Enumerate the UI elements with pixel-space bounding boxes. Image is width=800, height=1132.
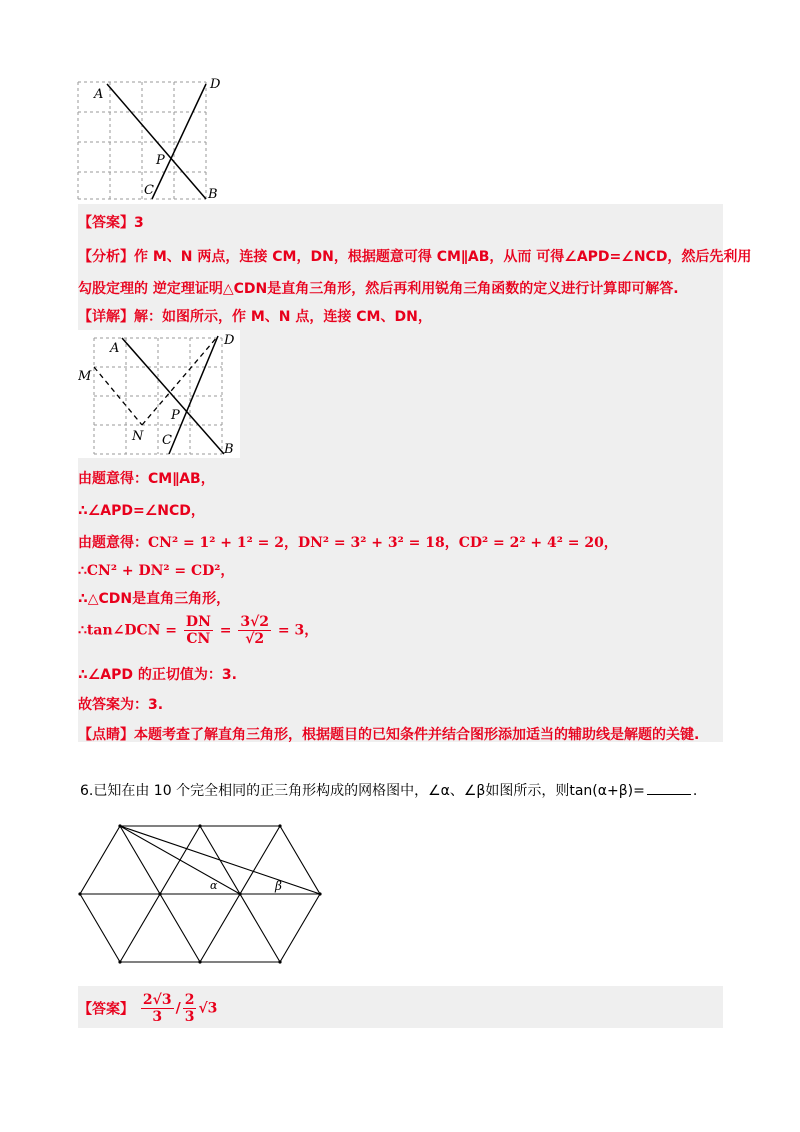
label-a-2: A: [110, 341, 120, 356]
detail-text: 解：如图所示，作 M、N 点，连接 CM、DN，: [134, 309, 432, 325]
line-cd: [152, 84, 206, 199]
label-p-2: P: [171, 408, 180, 423]
answer-6: [78, 992, 217, 1025]
detail-tag: 【详解】: [78, 309, 134, 325]
figure-grid-2: [78, 330, 240, 458]
label-m: M: [78, 369, 92, 384]
label-d-2: D: [224, 333, 235, 348]
answer-6-num-2: 2: [184, 992, 195, 1008]
analysis-line-2: [78, 278, 679, 298]
comment-tag: 【点睛】: [78, 727, 134, 743]
fraction-dn-cn: [184, 614, 213, 647]
answer-6-tag: 【答案】: [78, 1001, 134, 1018]
answer-6-den-1: 3: [152, 1009, 163, 1025]
step-4: [78, 560, 234, 580]
step-2: ∴∠APD=∠NCD，: [78, 503, 205, 519]
step-6-suffix: = 3，: [277, 622, 319, 639]
label-c: C: [144, 183, 154, 198]
answer-1: [78, 212, 144, 232]
label-b-2: B: [224, 442, 234, 457]
figure-triangle-grid: [70, 818, 332, 970]
analysis-tag: 【分析】: [78, 249, 134, 265]
fraction-value: [238, 614, 271, 647]
label-a: A: [94, 87, 104, 102]
step-3-prefix: 由题意得：: [78, 535, 148, 551]
step-6: ∴tan∠DCN = $\frac{DN}{CN}$ = $\frac{3√2}{√2}$ = 3，: [78, 614, 319, 647]
fraction-2-numerator: 3√2: [240, 614, 270, 630]
label-alpha: α: [210, 879, 218, 892]
question-6: [80, 780, 697, 800]
answer-6-separator: /: [175, 1000, 181, 1017]
step-5: ∴△CDN是直角三角形，: [78, 591, 231, 607]
step-3: [78, 532, 618, 552]
question-6-text: 6.已知在由 10 个完全相同的正三角形构成的网格图中，∠α、∠β如图所示，则tan(α+β)=: [80, 783, 645, 799]
step-4-math: ∴CN² + DN² = CD²，: [78, 563, 235, 579]
fraction-1-denominator: CN: [186, 631, 211, 647]
step-6-prefix: ∴tan∠DCN =: [78, 622, 178, 639]
answer-6-fraction-2: [183, 992, 197, 1025]
step-1: 由题意得：CM∥AB，: [78, 471, 215, 487]
label-n: N: [132, 429, 144, 444]
answer-tag: 【答案】: [78, 215, 134, 231]
analysis-line-1: [78, 246, 751, 266]
label-b: B: [208, 187, 218, 202]
question-6-end: .: [692, 783, 698, 799]
answer-6-den-2: 3: [184, 1009, 195, 1025]
detail-line: [78, 306, 432, 326]
label-c-2: C: [162, 433, 172, 448]
step-3-math: CN² = 1² + 1² = 2，DN² = 3² + 3² = 18，CD² = 2² + 4² = 20，: [148, 535, 618, 551]
fraction-2-denominator: √2: [245, 631, 265, 647]
analysis-text-1: 作 M、N 两点，连接 CM，DN，根据题意可得 CM∥AB，从而 可得∠APD=∠NCD，然后先利用: [134, 249, 752, 265]
figure-grid-1: [70, 72, 240, 202]
label-beta: β: [275, 879, 282, 893]
comment-text: 本题考查了解直角三角形，根据题目的已知条件并结合图形添加适当的辅助线是解题的关键.: [134, 727, 700, 743]
label-d: D: [210, 77, 221, 92]
fraction-1-numerator: DN: [185, 614, 211, 630]
answer-blank: [647, 794, 691, 795]
answer-value: 3: [134, 215, 144, 231]
answer-6-tail: √3: [198, 1000, 218, 1017]
step-8: 故答案为：3.: [78, 697, 164, 713]
answer-6-num-1: 2√3: [142, 992, 172, 1008]
comment-line: [78, 724, 699, 744]
answer-6-fraction-1: [141, 992, 174, 1025]
step-7: ∴∠APD 的正切值为：3.: [78, 667, 237, 683]
analysis-text-2: 勾股定理的 逆定理证明△CDN是直角三角形，然后再利用锐角三角函数的定义进行计算即可解答.: [78, 281, 679, 297]
label-p: P: [156, 153, 165, 168]
